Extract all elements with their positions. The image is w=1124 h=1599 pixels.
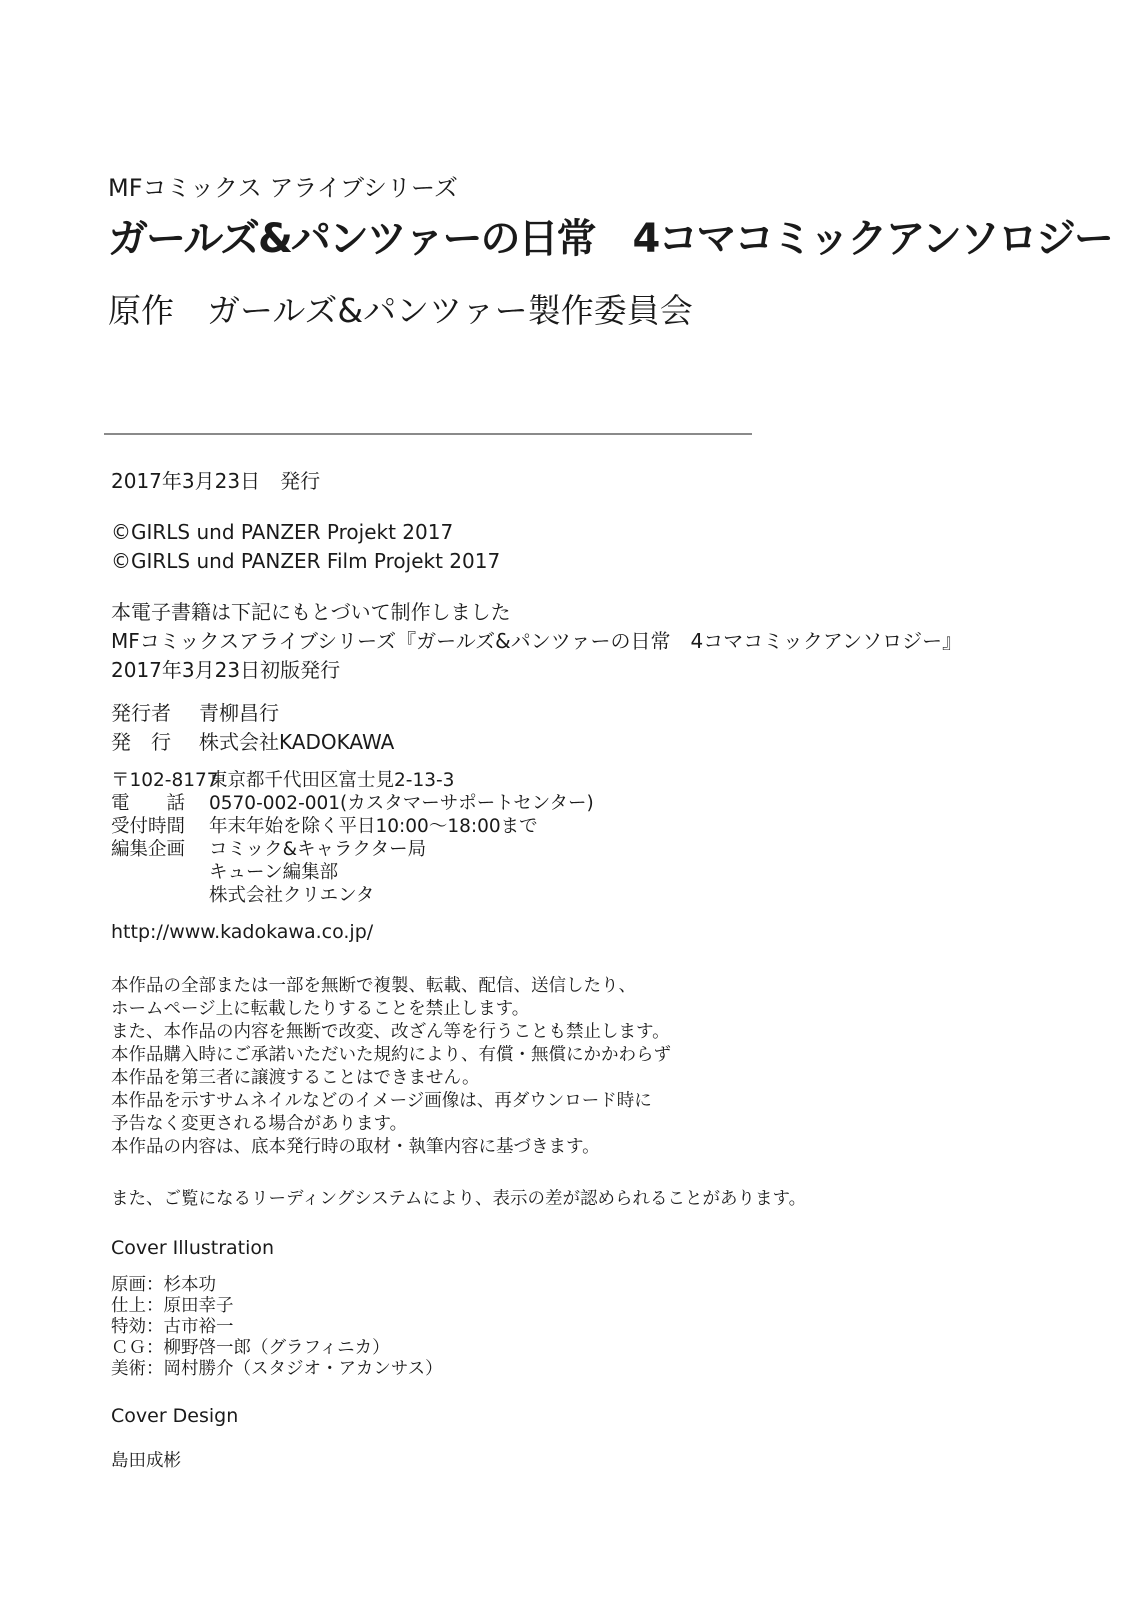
editing-dept: 株式会社クリエンタ (209, 885, 375, 906)
publisher-person-label: 発行者 (111, 701, 171, 725)
cover-credits (111, 1275, 443, 1380)
editing-dept: キューン編集部 (209, 862, 339, 883)
digital-note-line: 2017年3月23日初版発行 (111, 658, 341, 682)
credit-line: 美術：岡村勝介（スタジオ・アカンサス） (111, 1359, 443, 1379)
reading-system-note: また、ご覧になるリーディングシステムにより、表示の差が認められることがあります。 (111, 1189, 807, 1209)
hours: 年末年始を除く平日10:00〜18:00まで (209, 816, 538, 837)
digital-note-line: MFコミックスアライブシリーズ『ガールズ&パンツァーの日常 4コマコミックアンソロジー』 (111, 629, 963, 653)
publisher-row (111, 728, 394, 757)
postal-code: 〒102-8177 (111, 770, 219, 791)
cover-illustration-heading: Cover Illustration (111, 1237, 275, 1259)
copyright-block (111, 518, 500, 576)
address: 東京都千代田区富士見2-13-3 (209, 770, 455, 791)
phone-number: 0570-002-001(カスタマーサポートセンター) (209, 793, 594, 814)
series-name: MFコミックス アライブシリーズ (108, 174, 458, 202)
digital-note-line: 本電子書籍は下記にもとづいて制作しました (111, 600, 511, 624)
notice-line: 本作品購入時にご承諾いただいた規約により、有償・無償にかかわらず (111, 1045, 671, 1065)
publisher-name: 株式会社KADOKAWA (199, 730, 395, 754)
original-work-credit: 原作 ガールズ&パンツァー製作委員会 (108, 291, 693, 330)
credit-line: 仕上：原田幸子 (111, 1296, 234, 1316)
address-row (111, 769, 594, 792)
contact-block (111, 769, 594, 907)
divider-line (104, 433, 752, 435)
publish-date: 2017年3月23日 発行 (111, 469, 321, 493)
book-title: ガールズ&パンツァーの日常 4コマコミックアンソロジー (108, 216, 1112, 262)
credit-line: 特効：古市裕一 (111, 1317, 234, 1337)
publisher-person-row (111, 699, 394, 728)
copyright-line: ©GIRLS und PANZER Projekt 2017 (111, 520, 454, 544)
credit-line: ＣＧ：柳野啓一郎（グラフィニカ） (111, 1338, 390, 1358)
editing-label: 編集企画 (111, 839, 186, 860)
notice-line: 本作品を第三者に譲渡することはできません。 (111, 1068, 480, 1088)
phone-row (111, 792, 594, 815)
digital-edition-note (111, 598, 962, 685)
publisher-person: 青柳昌行 (199, 701, 279, 725)
notice-line: また、本作品の内容を無断で改変、改ざん等を行うことも禁止します。 (111, 1022, 670, 1042)
cover-designer: 島田成彬 (111, 1451, 181, 1471)
notice-line: 本作品の内容は、底本発行時の取材・執筆内容に基づきます。 (111, 1137, 600, 1157)
hours-row (111, 815, 594, 838)
credit-line: 原画：杉本功 (111, 1275, 216, 1295)
publisher-label: 発 行 (111, 730, 171, 754)
copyright-line: ©GIRLS und PANZER Film Projekt 2017 (111, 549, 501, 573)
editing-dept: コミック&キャラクター局 (209, 839, 427, 860)
notice-line: 予告なく変更される場合があります。 (111, 1114, 408, 1134)
notice-line: ホームページ上に転載したりすることを禁止します。 (111, 999, 530, 1019)
notice-line: 本作品の全部または一部を無断で複製、転載、配信、送信したり、 (111, 976, 636, 996)
cover-design-heading: Cover Design (111, 1405, 239, 1427)
publisher-url: http://www.kadokawa.co.jp/ (111, 921, 374, 943)
hours-label: 受付時間 (111, 816, 186, 837)
legal-notice (111, 975, 671, 1159)
notice-line: 本作品を示すサムネイルなどのイメージ画像は、再ダウンロード時に (111, 1091, 652, 1111)
phone-label: 電 話 (111, 793, 186, 814)
editing-row (111, 838, 594, 861)
publisher-block (111, 699, 394, 757)
